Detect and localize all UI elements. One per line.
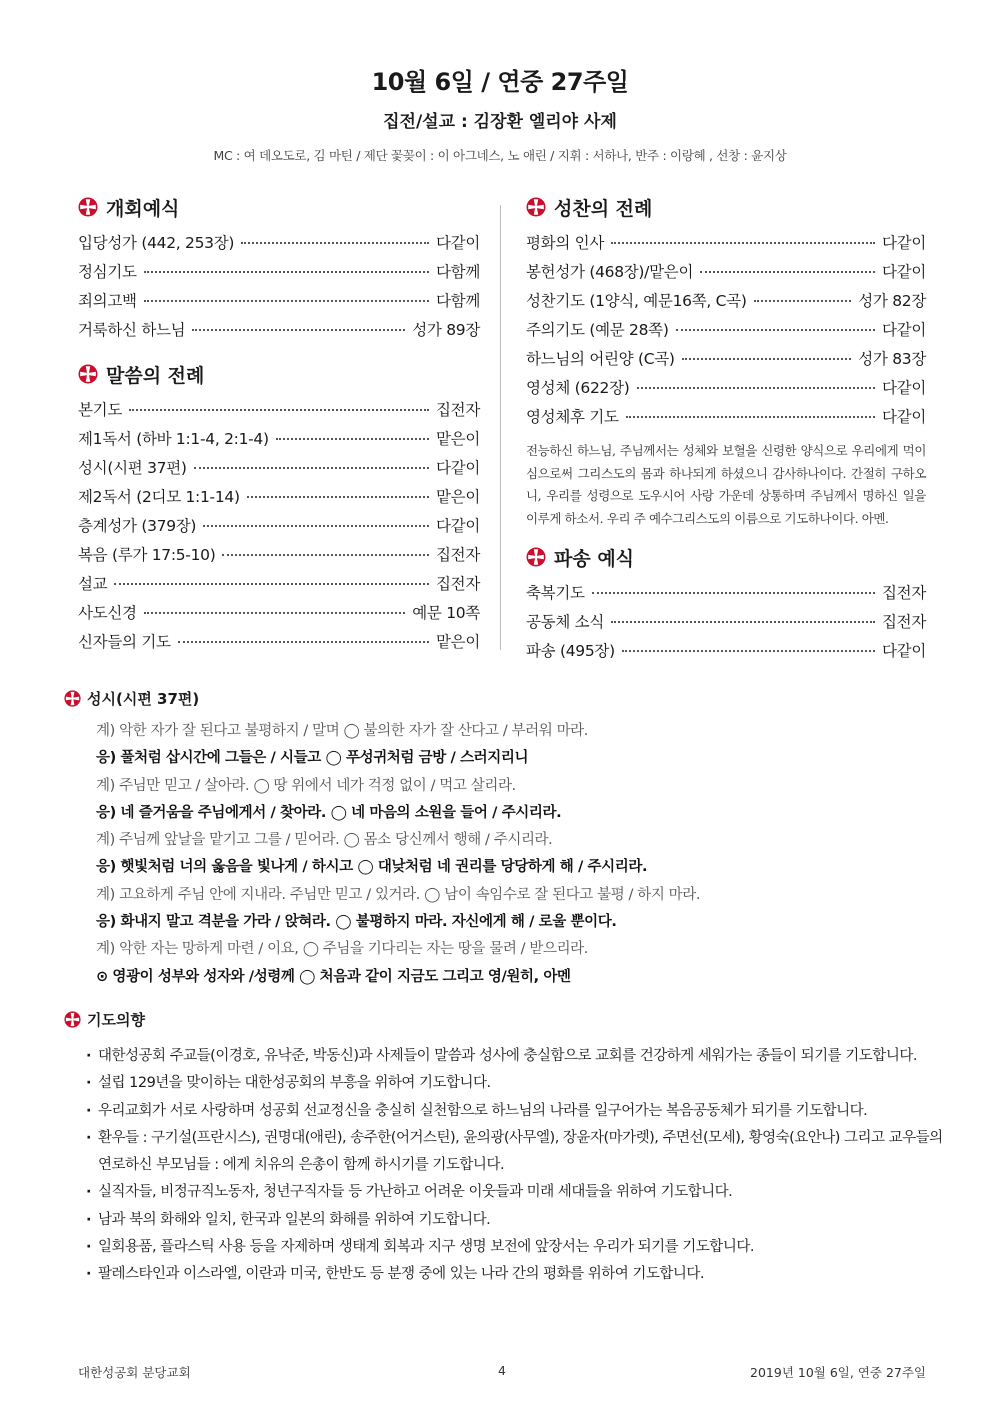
dot-leader xyxy=(626,416,875,418)
order-item xyxy=(78,514,480,543)
order-item xyxy=(78,485,480,514)
cross-icon xyxy=(526,197,546,217)
intentions-list xyxy=(86,1043,944,1289)
page-subtitle: 집전/설교 : 김장환 엘리야 사제 xyxy=(383,112,617,132)
order-item-name: 성시(시편 37편) xyxy=(78,459,187,477)
order-item-role: 집전자 xyxy=(435,575,480,593)
psalm-verse-line: 계) 주님께 앞날을 맡기고 그를 / 믿어라. ◯ 몸소 당신께서 행해 / 주시리라. xyxy=(96,832,553,849)
order-item xyxy=(78,318,480,347)
cross-icon xyxy=(526,547,546,567)
order-item-role: 집전자 xyxy=(881,613,926,631)
psalm-verse-line: 계) 악한 자는 망하게 마련 / 이요, ◯ 주님을 기다리는 자는 땅을 물려 / 받으리라. xyxy=(96,941,589,958)
order-item-name: 본기도 xyxy=(78,401,123,419)
order-item-name: 성찬기도 (1양식, 예문16쪽, C곡) xyxy=(526,292,747,310)
intention-item: · 설립 129년을 맞이하는 대한성공회의 부흥을 위하여 기도합니다. xyxy=(86,1070,944,1097)
page-number: 4 xyxy=(498,1363,506,1378)
order-item xyxy=(78,427,480,456)
order-item xyxy=(78,231,480,260)
dot-leader xyxy=(194,467,429,469)
order-item-role: 다같이 xyxy=(435,517,480,535)
dot-leader xyxy=(611,621,875,623)
order-item xyxy=(78,630,480,659)
page-title: 10월 6일 / 연중 27주일 xyxy=(371,68,629,96)
dot-leader xyxy=(622,650,875,652)
order-item xyxy=(78,289,480,318)
intention-item: · 실직자들, 비정규직노동자, 청년구직자들 등 가난하고 어려운 이웃들과 미래 세대들을 위하여 기도합니다. xyxy=(86,1179,944,1206)
order-item xyxy=(78,456,480,485)
opening-order-list xyxy=(78,231,480,347)
dot-leader xyxy=(222,554,429,556)
intention-item: · 대한성공회 주교들(이경호, 유낙준, 박동신)과 사제들이 말씀과 성사에 충실함으로 교회를 건강하게 세워가는 종들이 되기를 기도합니다. xyxy=(86,1043,944,1070)
cross-icon xyxy=(64,690,81,707)
intention-item: · 팔레스타인과 이스라엘, 이란과 미국, 한반도 등 분쟁 중에 있는 나라 간의 평화를 위하여 기도합니다. xyxy=(86,1261,944,1288)
order-item-name: 제1독서 (하바 1:1-4, 2:1-4) xyxy=(78,430,269,448)
eucharist-order-list xyxy=(526,231,926,434)
dot-leader xyxy=(276,438,429,440)
order-item-role: 집전자 xyxy=(435,546,480,564)
order-item-role: 다같이 xyxy=(881,408,926,426)
order-item-name: 주의기도 (예문 28쪽) xyxy=(526,321,669,339)
order-item xyxy=(526,639,926,668)
order-item xyxy=(526,289,926,318)
page-header xyxy=(0,62,1000,164)
dot-leader xyxy=(754,300,852,302)
dot-leader xyxy=(611,242,875,244)
dot-leader xyxy=(114,583,429,585)
order-item xyxy=(78,398,480,427)
dot-leader xyxy=(241,242,429,244)
order-item-role: 다함께 xyxy=(435,292,480,310)
dot-leader xyxy=(129,409,429,411)
intentions-heading xyxy=(64,1007,944,1031)
order-item-name: 영성체후 기도 xyxy=(526,408,619,426)
order-item-name: 입당성가 (442, 253장) xyxy=(78,234,235,252)
order-item-name: 설교 xyxy=(78,575,108,593)
psalm-response-line: 응) 네 즐거움을 주님에게서 / 찾아라. ◯ 네 마음의 소원을 들어 / 주시리라. xyxy=(96,804,562,821)
right-column xyxy=(526,192,926,668)
order-item xyxy=(78,601,480,630)
order-item-role: 맡은이 xyxy=(435,488,480,506)
section-heading-opening xyxy=(78,192,480,222)
order-item-name: 죄의고백 xyxy=(78,292,137,310)
order-item-role: 다같이 xyxy=(881,642,926,660)
psalm-section xyxy=(64,686,944,991)
dot-leader xyxy=(144,612,406,614)
order-item-name: 제2독서 (2디모 1:1-14) xyxy=(78,488,240,506)
order-item xyxy=(526,405,926,434)
dot-leader xyxy=(592,592,875,594)
section-title: 개회예식 xyxy=(106,197,180,220)
section-title: 파송 예식 xyxy=(554,547,635,570)
psalm-title: 성시(시편 37편) xyxy=(87,689,200,708)
dot-leader xyxy=(203,525,429,527)
order-item-role: 다같이 xyxy=(881,321,926,339)
order-item xyxy=(526,260,926,289)
order-item-name: 신자들의 기도 xyxy=(78,633,171,651)
dot-leader xyxy=(247,496,429,498)
order-item-role: 집전자 xyxy=(435,401,480,419)
order-item xyxy=(78,572,480,601)
section-heading-dismissal xyxy=(526,542,926,572)
intention-item: · 남과 북의 화해와 일치, 한국과 일본의 화해를 위하여 기도합니다. xyxy=(86,1207,944,1234)
order-item-role: 성가 82장 xyxy=(858,292,926,310)
order-item xyxy=(78,543,480,572)
order-item-role: 성가 83장 xyxy=(858,350,926,368)
section-title: 성찬의 전례 xyxy=(554,197,653,220)
intention-item: · 환우들 : 구기설(프란시스), 권명대(애린), 송주한(어거스틴), 윤의광(사무엘), 장윤자(마가렛), 주면선(모세), 황영숙(요안나) 그리고 교우들의 연로하신 부모님들 : 에게 치유의 은총이 함께 하시기를 기도합니다. xyxy=(86,1125,944,1180)
order-item xyxy=(526,231,926,260)
order-item-name: 봉헌성가 (468장)/맡은이 xyxy=(526,263,694,281)
service-credits: MC : 여 데오도로, 김 마틴 / 제단 꽃꽂이 : 이 아그네스, 노 애린 / 지휘 : 서하나, 반주 : 이랑혜 , 선창 : 윤지상 xyxy=(213,148,787,163)
left-column xyxy=(78,192,480,659)
order-item-role: 집전자 xyxy=(881,584,926,602)
psalm-response-line: ⊙ 영광이 성부와 성자와 /성령께 ◯ 처음과 같이 지금도 그리고 영/원히, 아멘 xyxy=(96,968,571,985)
psalm-response-line: 응) 풀처럼 삽시간에 그들은 / 시들고 ◯ 푸성귀처럼 금방 / 스러지리니 xyxy=(96,750,529,767)
order-item-name: 축복기도 xyxy=(526,584,585,602)
order-item-role: 성가 89장 xyxy=(412,321,480,339)
dismissal-order-list xyxy=(526,581,926,668)
order-item-name: 정심기도 xyxy=(78,263,137,281)
order-item-role: 맡은이 xyxy=(435,430,480,448)
section-title: 말씀의 전례 xyxy=(106,364,205,387)
psalm-response-line: 응) 햇빛처럼 너의 옳음을 빛나게 / 하시고 ◯ 대낮처럼 네 권리를 당당하게 해 / 주시리라. xyxy=(96,859,648,876)
order-item-role: 다같이 xyxy=(881,234,926,252)
psalm-heading xyxy=(64,686,944,710)
order-item-name: 영성체 (622장) xyxy=(526,379,630,397)
cross-icon xyxy=(64,1011,81,1028)
footer-date: 2019년 10월 6일, 연중 27주일 xyxy=(750,1365,926,1380)
order-item-name: 사도신경 xyxy=(78,604,137,622)
intention-item: · 일회용품, 플라스틱 사용 등을 자제하며 생태계 회복과 지구 생명 보전에 앞장서는 우리가 되기를 기도합니다. xyxy=(86,1234,944,1261)
dot-leader xyxy=(192,329,405,331)
cross-icon xyxy=(78,364,98,384)
section-heading-eucharist xyxy=(526,192,926,222)
order-item xyxy=(526,376,926,405)
cross-icon xyxy=(78,197,98,217)
section-heading-word xyxy=(78,359,480,389)
order-item-role: 다같이 xyxy=(435,459,480,477)
psalm-verse-line: 계) 악한 자가 잘 된다고 불평하지 / 말며 ◯ 불의한 자가 잘 산다고 / 부러워 마라. xyxy=(96,723,589,739)
dot-leader xyxy=(682,358,852,360)
dot-leader xyxy=(676,329,875,331)
order-item xyxy=(526,347,926,376)
order-item-role: 다같이 xyxy=(881,379,926,397)
order-item-name: 복음 (루가 17:5-10) xyxy=(78,546,216,564)
order-item-name: 공동체 소식 xyxy=(526,613,604,631)
intention-item: · 우리교회가 서로 사랑하며 성공회 선교정신을 충실히 실천함으로 하느님의 나라를 일구어가는 복음공동체가 되기를 기도합니다. xyxy=(86,1098,944,1125)
dot-leader xyxy=(700,271,875,273)
psalm-lines xyxy=(96,718,944,991)
dot-leader xyxy=(144,271,429,273)
order-item-role: 다같이 xyxy=(881,263,926,281)
order-item xyxy=(526,610,926,639)
dot-leader xyxy=(637,387,875,389)
order-item-name: 하느님의 어린양 (C곡) xyxy=(526,350,675,368)
prayer-intentions-section xyxy=(64,1007,944,1289)
order-item-role: 맡은이 xyxy=(435,633,480,651)
psalm-response-line: 응) 화내지 말고 격분을 가라 / 앉혀라. ◯ 불평하지 마라. 자신에게 해 / 로울 뿐이다. xyxy=(96,914,617,931)
order-item-name: 평화의 인사 xyxy=(526,234,604,252)
order-item-name: 파송 (495장) xyxy=(526,642,615,660)
intentions-title: 기도의향 xyxy=(87,1010,145,1029)
order-item-role: 다같이 xyxy=(435,234,480,252)
order-item xyxy=(78,260,480,289)
word-order-list xyxy=(78,398,480,659)
order-item-name: 거룩하신 하느님 xyxy=(78,321,186,339)
order-item xyxy=(526,581,926,610)
order-item-role: 다함께 xyxy=(435,263,480,281)
psalm-verse-line: 계) 고요하게 주님 안에 지내라. 주님만 믿고 / 있거라. ◯ 남이 속임수로 잘 된다고 불평 / 하지 마라. xyxy=(96,886,701,903)
order-item-name: 층계성가 (379장) xyxy=(78,517,197,535)
order-item xyxy=(526,318,926,347)
dot-leader xyxy=(144,300,429,302)
dot-leader xyxy=(178,641,429,643)
post-communion-prayer: 전능하신 하느님, 주님께서는 성체와 보혈을 신령한 양식으로 우리에게 먹이심으로써 그리스도의 몸과 하나되게 하셨으니 감사하나이다. 간절히 구하오니, 우리를 성령으로 도우시어 사랑 가운데 상통하며 주님께서 명하신 일을 이루게 하소서. 우리 주 예수그리스도의 이름으로 기도하나이다. 아멘. xyxy=(526,443,926,526)
column-divider xyxy=(500,205,501,650)
order-item-role: 예문 10쪽 xyxy=(412,604,480,622)
footer-church-name: 대한성공회 분당교회 xyxy=(78,1365,191,1380)
psalm-verse-line: 계) 주님만 믿고 / 살아라. ◯ 땅 위에서 네가 걱정 없이 / 먹고 살리라. xyxy=(96,777,516,794)
